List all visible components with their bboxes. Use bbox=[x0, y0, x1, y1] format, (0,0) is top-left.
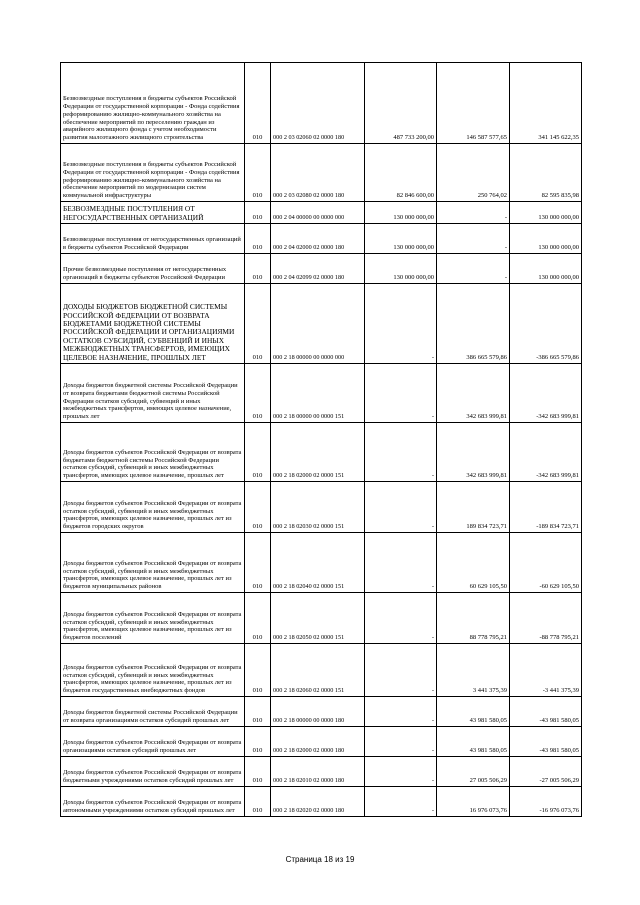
row-budget-code-cell: 000 2 18 00000 00 0000 000 bbox=[271, 284, 365, 364]
row-name-cell: Доходы бюджетов субъектов Российской Федерации от возврата автономными учреждениями остатков субсидий прошлых лет bbox=[61, 787, 245, 817]
row-budget-code-cell: 000 2 18 02000 02 0000 180 bbox=[271, 727, 365, 757]
row-approved-cell: - bbox=[365, 284, 437, 364]
row-line-code-cell: 010 bbox=[245, 757, 271, 787]
row-line-code-cell: 010 bbox=[245, 364, 271, 423]
row-line-code-cell: 010 bbox=[245, 787, 271, 817]
row-budget-code-cell: 000 2 18 02000 02 0000 151 bbox=[271, 423, 365, 482]
row-name-cell: Доходы бюджетов субъектов Российской Федерации от возврата остатков субсидий, субвенций и иных межбюджетных трансфертов, имеющих целевое назначение, прошлых лет из бюджетов городских округов bbox=[61, 482, 245, 533]
row-unexecuted-cell: -27 005 506,29 bbox=[510, 757, 582, 787]
row-approved-cell: - bbox=[365, 644, 437, 697]
row-approved-cell: - bbox=[365, 482, 437, 533]
row-executed-cell: 43 981 580,05 bbox=[437, 697, 510, 727]
row-executed-cell: 189 834 723,71 bbox=[437, 482, 510, 533]
row-executed-cell: 43 981 580,05 bbox=[437, 727, 510, 757]
row-budget-code-cell: 000 2 04 02000 02 0000 180 bbox=[271, 224, 365, 254]
row-budget-code-cell: 000 2 18 02020 02 0000 180 bbox=[271, 787, 365, 817]
row-budget-code-cell: 000 2 03 02080 02 0000 180 bbox=[271, 144, 365, 202]
row-approved-cell: - bbox=[365, 757, 437, 787]
row-name-cell: Доходы бюджетов субъектов Российской Федерации от возврата организациями остатков субсидий прошлых лет bbox=[61, 727, 245, 757]
row-line-code-cell: 010 bbox=[245, 63, 271, 144]
row-name-cell: Доходы бюджетов субъектов Российской Федерации от возврата остатков субсидий, субвенций и иных межбюджетных трансфертов, имеющих целевое назначение, прошлых лет из бюджетов государственных внебюджетных фондов bbox=[61, 644, 245, 697]
row-unexecuted-cell: -43 981 580,05 bbox=[510, 727, 582, 757]
row-executed-cell: 250 764,02 bbox=[437, 144, 510, 202]
row-line-code-cell: 010 bbox=[245, 284, 271, 364]
row-approved-cell: 130 000 000,00 bbox=[365, 202, 437, 224]
row-line-code-cell: 010 bbox=[245, 644, 271, 697]
row-approved-cell: 82 846 600,00 bbox=[365, 144, 437, 202]
row-unexecuted-cell: 130 000 000,00 bbox=[510, 224, 582, 254]
row-approved-cell: - bbox=[365, 423, 437, 482]
row-approved-cell: - bbox=[365, 533, 437, 593]
table-row bbox=[61, 202, 582, 224]
table-row bbox=[61, 593, 582, 644]
row-unexecuted-cell: -60 629 105,50 bbox=[510, 533, 582, 593]
row-name-cell: Доходы бюджетов субъектов Российской Федерации от возврата бюджетными учреждениями остатков субсидий прошлых лет bbox=[61, 757, 245, 787]
table-body bbox=[61, 63, 582, 817]
row-executed-cell: - bbox=[437, 254, 510, 284]
table-row bbox=[61, 644, 582, 697]
row-line-code-cell: 010 bbox=[245, 224, 271, 254]
row-executed-cell: - bbox=[437, 224, 510, 254]
row-budget-code-cell: 000 2 18 02040 02 0000 151 bbox=[271, 533, 365, 593]
row-budget-code-cell: 000 2 18 02060 02 0000 151 bbox=[271, 644, 365, 697]
row-executed-cell: 88 778 795,21 bbox=[437, 593, 510, 644]
row-name-cell: Безвозмездные поступления от негосударственных организаций в бюджеты субъектов Российской Федерации bbox=[61, 224, 245, 254]
row-line-code-cell: 010 bbox=[245, 593, 271, 644]
row-unexecuted-cell: -3 441 375,39 bbox=[510, 644, 582, 697]
row-approved-cell: - bbox=[365, 727, 437, 757]
row-budget-code-cell: 000 2 18 02030 02 0000 151 bbox=[271, 482, 365, 533]
row-executed-cell: 3 441 375,39 bbox=[437, 644, 510, 697]
row-unexecuted-cell: -342 683 999,81 bbox=[510, 423, 582, 482]
row-executed-cell: - bbox=[437, 202, 510, 224]
row-unexecuted-cell: -16 976 073,76 bbox=[510, 787, 582, 817]
row-name-cell: Доходы бюджетов бюджетной системы Российской Федерации от возврата организациями остатков субсидий прошлых лет bbox=[61, 697, 245, 727]
table-row bbox=[61, 757, 582, 787]
row-approved-cell: 487 733 200,00 bbox=[365, 63, 437, 144]
row-name-cell: Доходы бюджетов субъектов Российской Федерации от возврата остатков субсидий, субвенций и иных межбюджетных трансфертов, имеющих целевое назначение, прошлых лет из бюджетов муниципальных районов bbox=[61, 533, 245, 593]
row-name-cell: Доходы бюджетов субъектов Российской Федерации от возврата остатков субсидий, субвенций и иных межбюджетных трансфертов, имеющих целевое назначение, прошлых лет из бюджетов поселений bbox=[61, 593, 245, 644]
row-unexecuted-cell: -88 778 795,21 bbox=[510, 593, 582, 644]
row-unexecuted-cell: 82 595 835,98 bbox=[510, 144, 582, 202]
table-row bbox=[61, 787, 582, 817]
table-row bbox=[61, 284, 582, 364]
table-row bbox=[61, 364, 582, 423]
table-row bbox=[61, 423, 582, 482]
row-approved-cell: - bbox=[365, 787, 437, 817]
table-row bbox=[61, 254, 582, 284]
row-line-code-cell: 010 bbox=[245, 144, 271, 202]
table-row bbox=[61, 727, 582, 757]
row-line-code-cell: 010 bbox=[245, 533, 271, 593]
table-row bbox=[61, 144, 582, 202]
row-budget-code-cell: 000 2 04 00000 00 0000 000 bbox=[271, 202, 365, 224]
row-name-cell: Прочие безвозмездные поступления от негосударственных организаций в бюджеты субъектов Российской Федерации bbox=[61, 254, 245, 284]
row-name-cell: Доходы бюджетов субъектов Российской Федерации от возврата бюджетами бюджетной системы Российской Федерации остатков субсидий, субвенций и иных межбюджетных трансфертов, имеющих целевое назначение, прошлых лет bbox=[61, 423, 245, 482]
row-unexecuted-cell: -43 981 580,05 bbox=[510, 697, 582, 727]
row-budget-code-cell: 000 2 18 00000 00 0000 180 bbox=[271, 697, 365, 727]
row-executed-cell: 386 665 579,86 bbox=[437, 284, 510, 364]
row-approved-cell: - bbox=[365, 364, 437, 423]
table-row bbox=[61, 224, 582, 254]
row-unexecuted-cell: 130 000 000,00 bbox=[510, 254, 582, 284]
row-approved-cell: 130 000 000,00 bbox=[365, 254, 437, 284]
row-approved-cell: 130 000 000,00 bbox=[365, 224, 437, 254]
row-unexecuted-cell: -386 665 579,86 bbox=[510, 284, 582, 364]
row-unexecuted-cell: 341 145 622,35 bbox=[510, 63, 582, 144]
table-row bbox=[61, 63, 582, 144]
row-unexecuted-cell: -342 683 999,81 bbox=[510, 364, 582, 423]
row-line-code-cell: 010 bbox=[245, 423, 271, 482]
row-executed-cell: 60 629 105,50 bbox=[437, 533, 510, 593]
row-name-cell: Безвозмездные поступления в бюджеты субъектов Российской Федерации от государственной корпорации - Фонда содействия реформированию жилищно-коммунального хозяйства на обеспечение мероприятий по переселению граждан из аварийного жилищного фонда с учетом необходимости развития малоэтажного жилищного строительства bbox=[61, 63, 245, 144]
row-name-cell: БЕЗВОЗМЕЗДНЫЕ ПОСТУПЛЕНИЯ ОТ НЕГОСУДАРСТВЕННЫХ ОРГАНИЗАЦИЙ bbox=[61, 202, 245, 224]
row-approved-cell: - bbox=[365, 593, 437, 644]
row-unexecuted-cell: -189 834 723,71 bbox=[510, 482, 582, 533]
table-row bbox=[61, 697, 582, 727]
row-name-cell: Безвозмездные поступления в бюджеты субъектов Российской Федерации от государственной корпорации - Фонда содействия реформированию жилищно-коммунального хозяйства на обеспечение мероприятий по модернизации систем коммунальной инфраструктуры bbox=[61, 144, 245, 202]
row-unexecuted-cell: 130 000 000,00 bbox=[510, 202, 582, 224]
row-budget-code-cell: 000 2 03 02060 02 0000 180 bbox=[271, 63, 365, 144]
row-name-cell: ДОХОДЫ БЮДЖЕТОВ БЮДЖЕТНОЙ СИСТЕМЫ РОССИЙСКОЙ ФЕДЕРАЦИИ ОТ ВОЗВРАТА БЮДЖЕТАМИ БЮДЖЕТНОЙ СИСТЕМЫ РОССИЙСКОЙ ФЕДЕРАЦИИ И ОРГАНИЗАЦИЯМИ ОСТАТКОВ СУБСИДИЙ, СУБВЕНЦИЙ И ИНЫХ МЕЖБЮДЖЕТНЫХ ТРАНСФЕРТОВ, ИМЕЮЩИХ ЦЕЛЕВОЕ НАЗНАЧЕНИЕ, ПРОШЛЫХ ЛЕТ bbox=[61, 284, 245, 364]
row-executed-cell: 146 587 577,65 bbox=[437, 63, 510, 144]
budget-revenue-table bbox=[60, 62, 582, 817]
row-line-code-cell: 010 bbox=[245, 727, 271, 757]
row-line-code-cell: 010 bbox=[245, 697, 271, 727]
row-executed-cell: 342 683 999,81 bbox=[437, 364, 510, 423]
row-line-code-cell: 010 bbox=[245, 202, 271, 224]
page-number: Страница 18 из 19 bbox=[285, 855, 355, 864]
table-row bbox=[61, 482, 582, 533]
row-executed-cell: 342 683 999,81 bbox=[437, 423, 510, 482]
row-budget-code-cell: 000 2 18 02010 02 0000 180 bbox=[271, 757, 365, 787]
row-name-cell: Доходы бюджетов бюджетной системы Российской Федерации от возврата бюджетами бюджетной системы Российской Федерации остатков субсидий, субвенций и иных межбюджетных трансфертов, имеющих целевое назначение, прошлых лет bbox=[61, 364, 245, 423]
row-line-code-cell: 010 bbox=[245, 254, 271, 284]
row-budget-code-cell: 000 2 18 02050 02 0000 151 bbox=[271, 593, 365, 644]
table-row bbox=[61, 533, 582, 593]
row-line-code-cell: 010 bbox=[245, 482, 271, 533]
row-executed-cell: 16 976 073,76 bbox=[437, 787, 510, 817]
row-executed-cell: 27 005 506,29 bbox=[437, 757, 510, 787]
row-budget-code-cell: 000 2 18 00000 00 0000 151 bbox=[271, 364, 365, 423]
row-approved-cell: - bbox=[365, 697, 437, 727]
row-budget-code-cell: 000 2 04 02099 02 0000 180 bbox=[271, 254, 365, 284]
